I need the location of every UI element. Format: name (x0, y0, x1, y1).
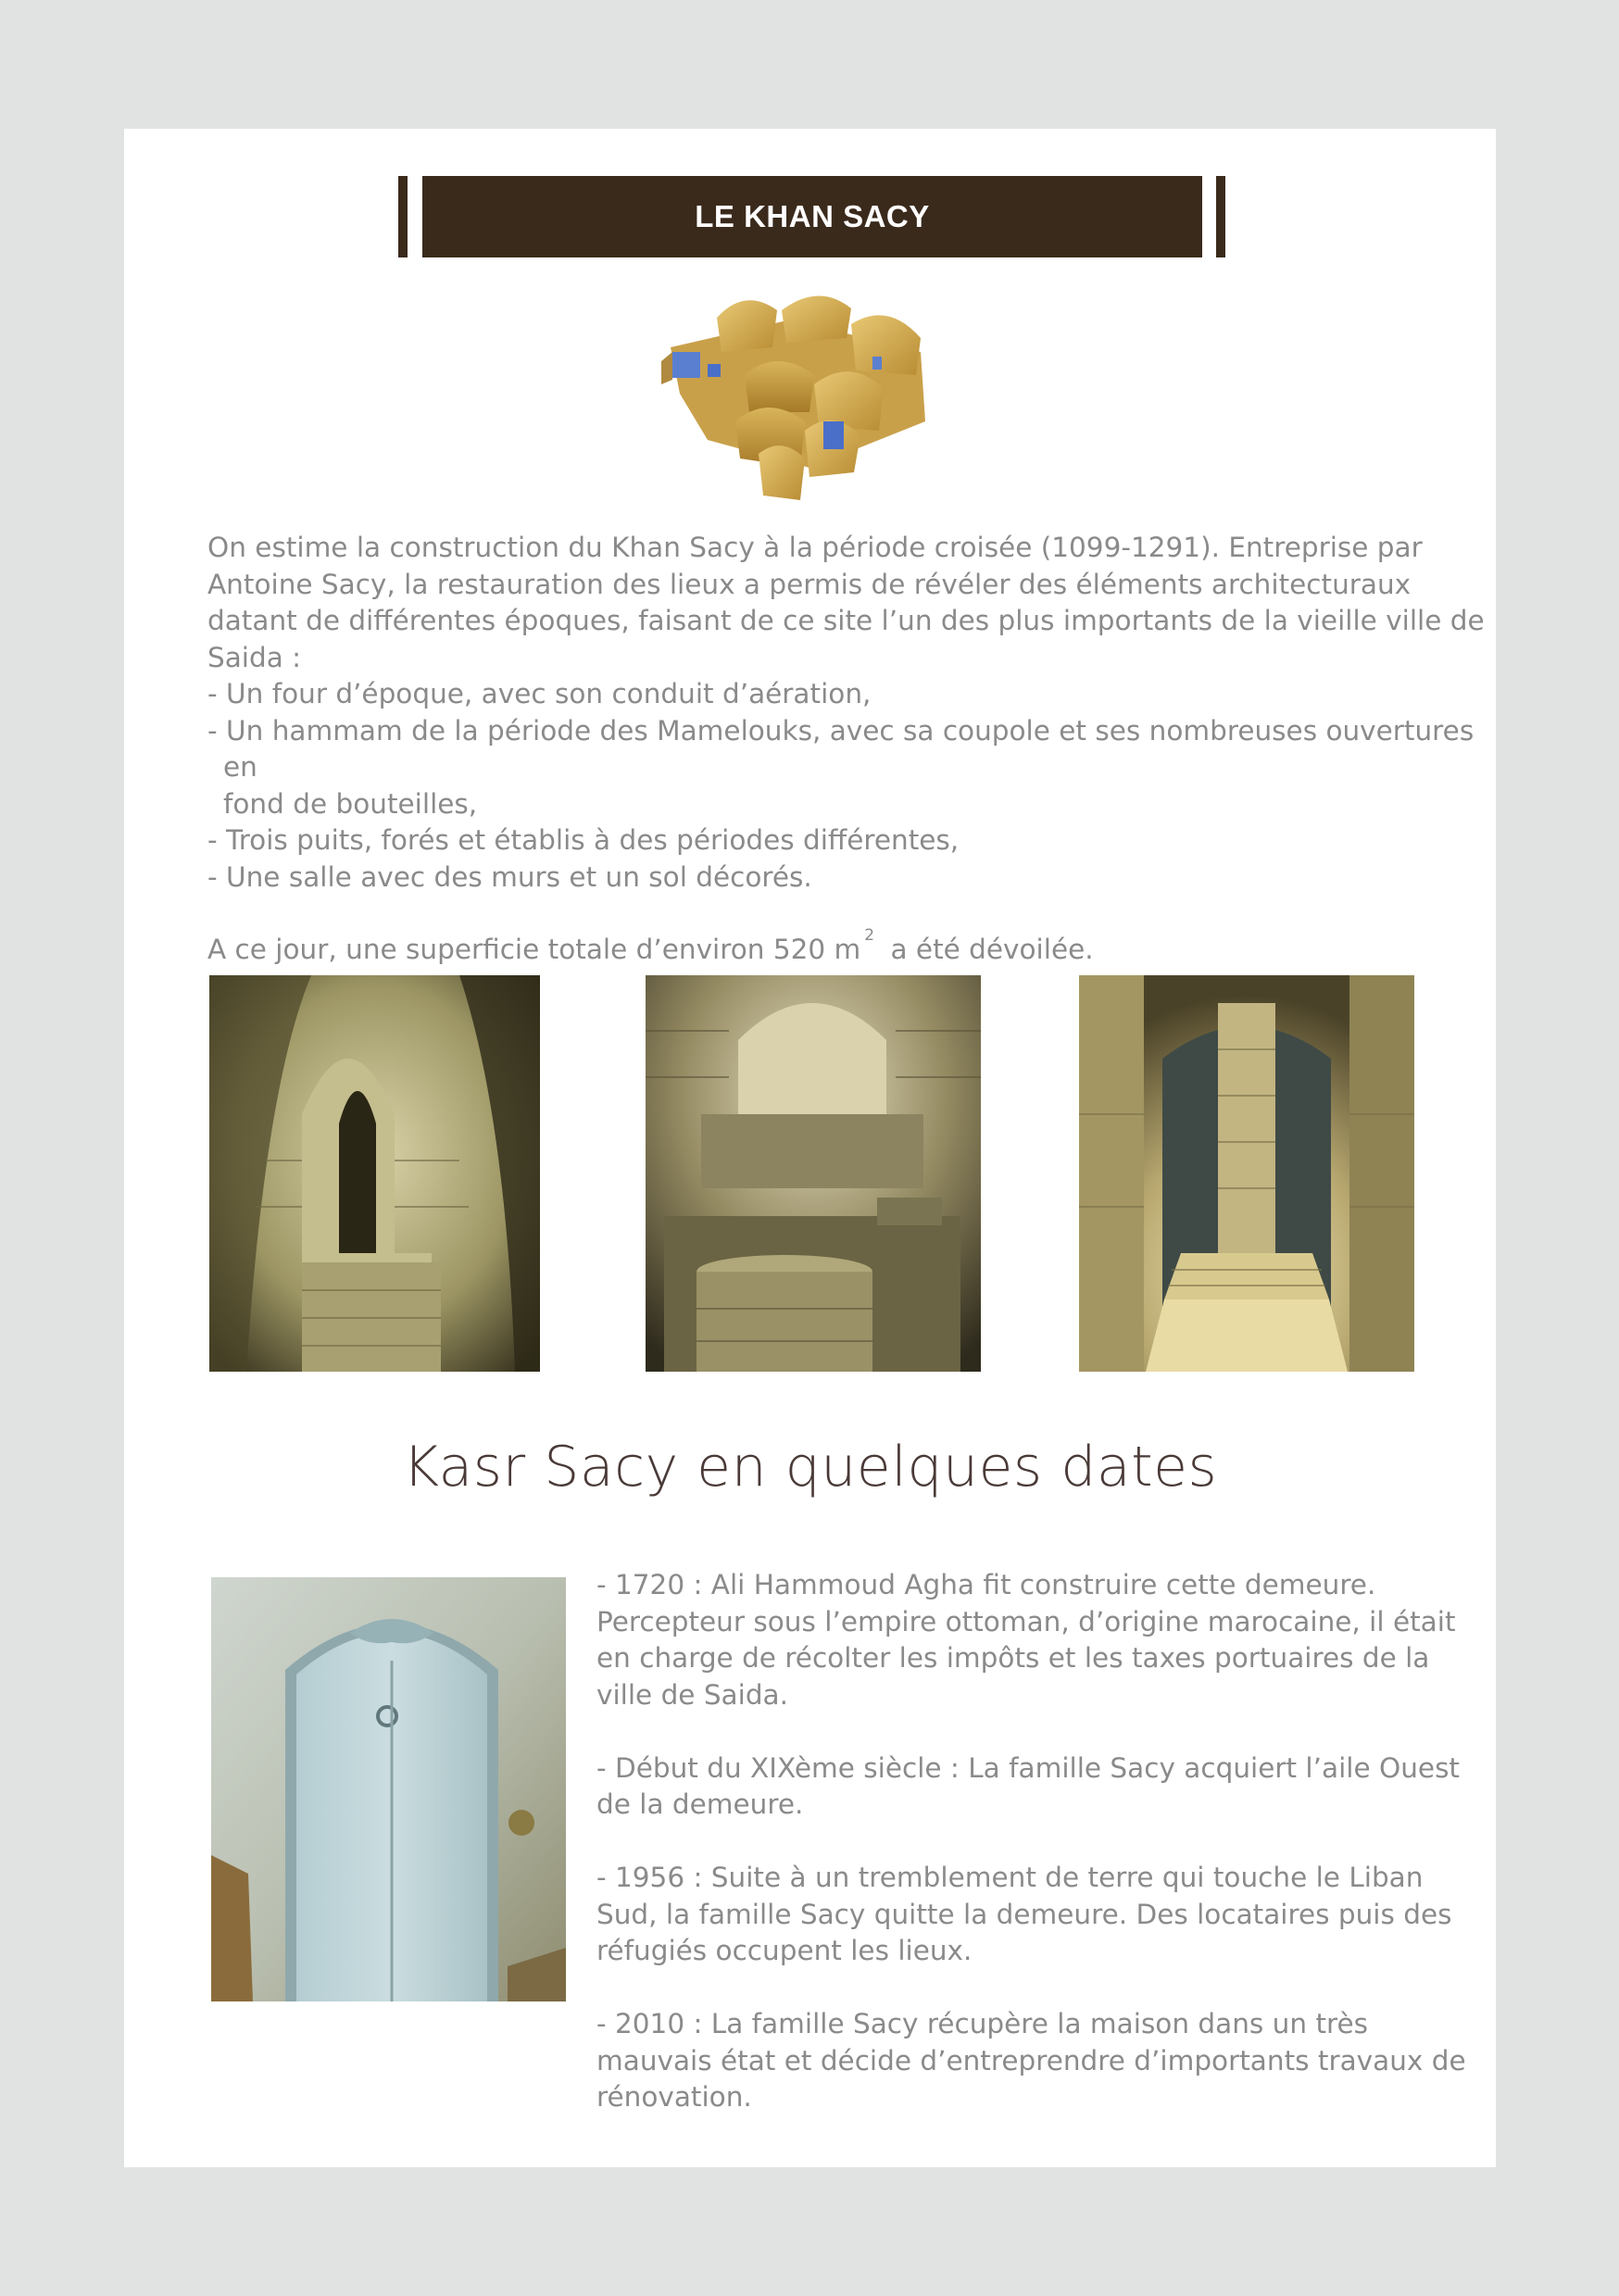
page (124, 129, 1496, 2167)
intro-paragraph: On estime la construction du Khan Sacy à la période croisée (1099-1291). Entreprise par Antoine Sacy, la restauration des lieux a permis de révéler des éléments architecturaux datant de différentes époques, faisant de ce site l’un des plus importants de la vieille ville de Saida : (207, 532, 1485, 673)
list-item-continuation: fond de bouteilles, (223, 787, 478, 820)
photo-pillar-stairs (1079, 975, 1414, 1372)
timeline-item: - 2010 : La famille Sacy récupère la maison dans un très mauvais état et décide d’entreprendre d’importants travaux de rénovation. (596, 2008, 1466, 2113)
list-item: - Une salle avec des murs et un sol décorés. (207, 860, 812, 893)
banner-left-bar (398, 176, 408, 257)
intro-text (207, 530, 1486, 969)
photo-arched-niche (209, 975, 540, 1372)
section-title: Kasr Sacy en quelques dates (402, 1435, 1218, 1499)
khan-3d-model-image (652, 282, 939, 505)
timeline-text (596, 1567, 1486, 2152)
area-superscript: 2 (864, 926, 875, 945)
timeline-item: - 1720 : Ali Hammoud Agha fit construire cette demeure. Percepteur sous l’empire ottoman, d’origine marocaine, il était en charge de récolter les impôts et les taxes portuaires de la ville de Saida. (596, 1569, 1456, 1711)
list-item: - Un hammam de la période des Mamelouks, avec sa coupole et ses nombreuses ouvertures en (207, 714, 1475, 783)
timeline-item: - 1956 : Suite à un tremblement de terre qui touche le Liban Sud, la famille Sacy quitte la demeure. Des locataires puis des réfugiés occupent les lieux. (596, 1862, 1452, 1966)
timeline-item: - Début du XIXème siècle : La famille Sacy acquiert l’aile Ouest de la demeure. (596, 1751, 1461, 1820)
page-title: LE KHAN SACY (422, 176, 1202, 257)
list-item: - Un four d’époque, avec son conduit d’aération, (207, 678, 872, 709)
photo-well (646, 975, 981, 1372)
area-suffix: a été dévoilée. (890, 934, 1094, 965)
area-statement (207, 926, 1486, 969)
list-item: - Trois puits, forés et établis à des périodes différentes, (207, 824, 960, 856)
photo-door (211, 1577, 566, 2001)
banner-right-bar (1216, 176, 1225, 257)
area-prefix: A ce jour, une superficie totale d’environ 520 m (207, 934, 861, 965)
